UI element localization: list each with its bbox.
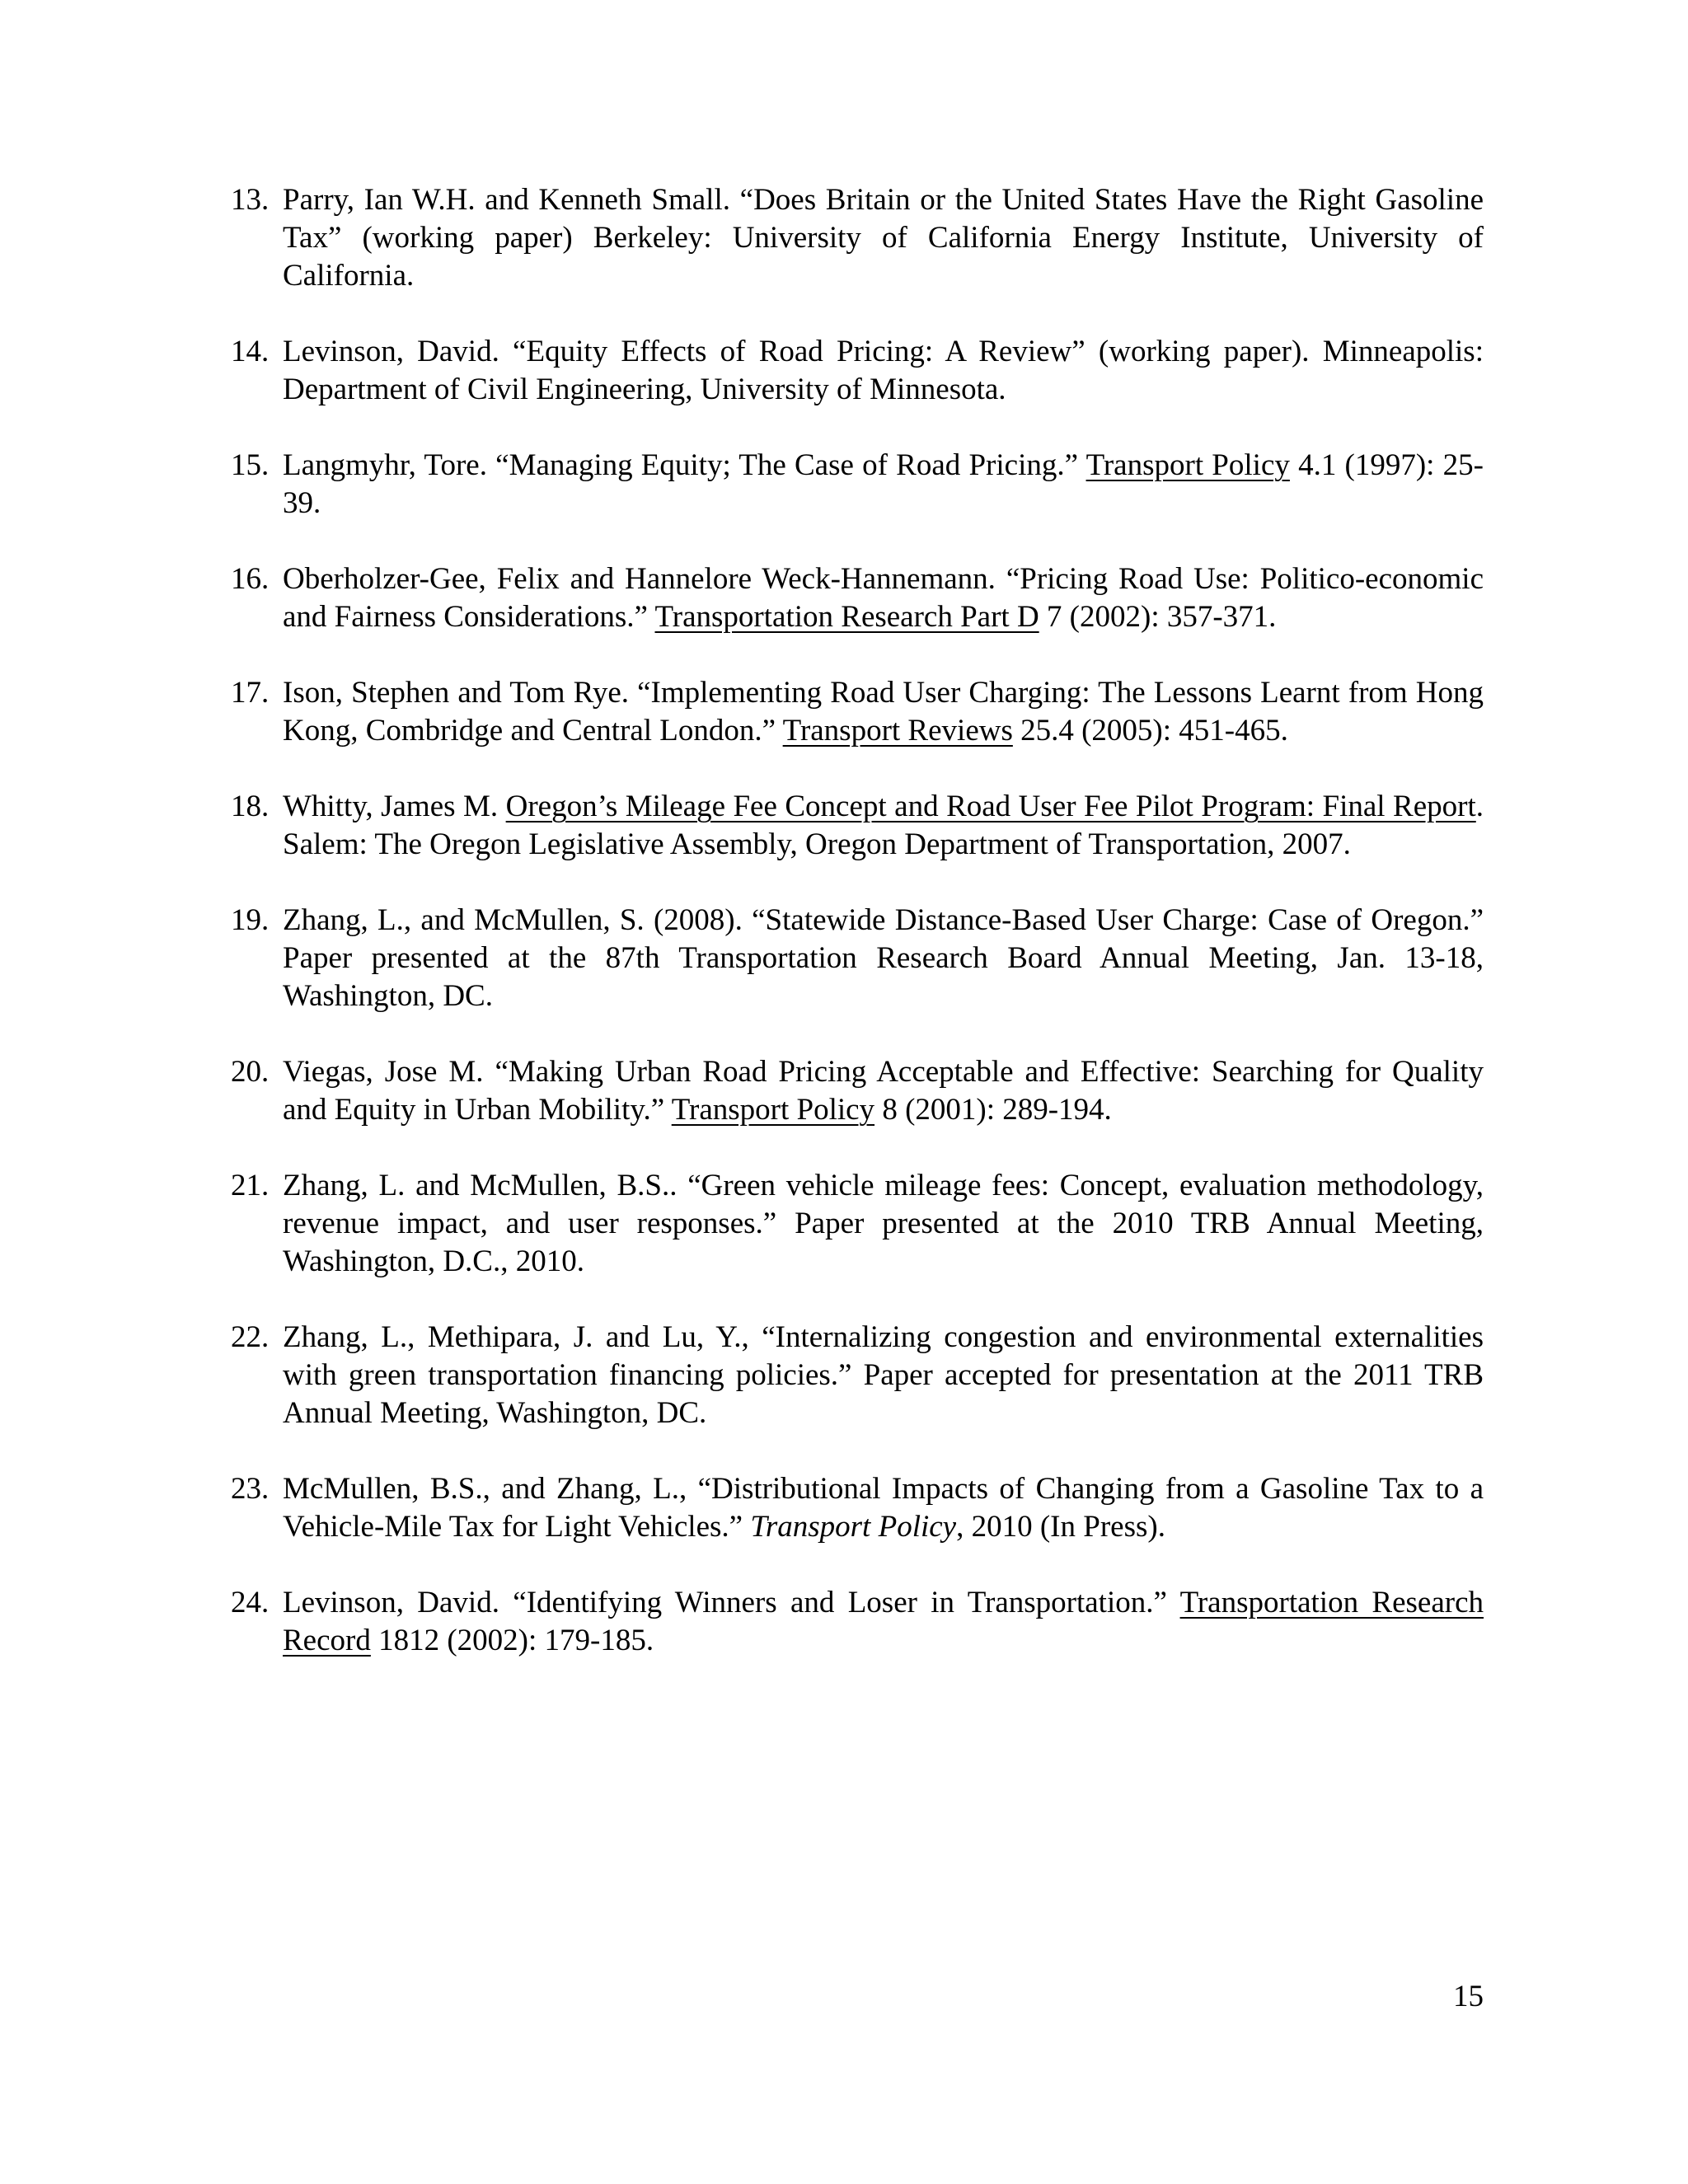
reference-text: McMullen, B.S., and Zhang, L., “Distributional Impacts of Changing from a Gasoline Tax to a Vehicle-Mile Tax for Light Vehicles.”	[283, 1472, 1484, 1544]
reference-number: 15.	[231, 448, 270, 482]
reference-item	[231, 1584, 1484, 1660]
reference-details: 7 (2002): 357-371.	[1039, 600, 1277, 634]
reference-number: 14.	[231, 335, 270, 368]
reference-text: Levinson, David. “Equity Effects of Road Pricing: A Review” (working paper). Minneapolis: Department of Civil Engineering, University of Minnesota.	[283, 335, 1484, 406]
reference-text: Oberholzer-Gee, Felix and Hannelore Weck-Hannemann. “Pricing Road Use: Politico-economic and Fairness Considerations.”	[283, 562, 1484, 634]
reference-text: Zhang, L., and McMullen, S. (2008). “Statewide Distance-Based User Charge: Case of Oregon.” Paper presented at the 87th Transportation Research Board Annual Meeting, Jan. 13-18, Washington, DC.	[283, 903, 1484, 1013]
reference-number: 13.	[231, 183, 270, 217]
reference-journal: Transportation Research Record	[283, 1586, 1484, 1657]
reference-report-title: Oregon’s Mileage Fee Concept and Road User Fee Pilot Program: Final Report	[505, 790, 1476, 823]
reference-text: Zhang, L., Methipara, J. and Lu, Y., “Internalizing congestion and environmental externalities with green transportation financing policies.” Paper accepted for presentation at the 2011 TRB Annual Meeting, Washington, DC.	[283, 1320, 1484, 1430]
reference-details: 1812 (2002): 179-185.	[370, 1624, 654, 1657]
page-number: 15	[1453, 1980, 1484, 2013]
reference-details: 25.4 (2005): 451-465.	[1012, 714, 1288, 748]
reference-number: 22.	[231, 1320, 270, 1354]
reference-text: Ison, Stephen and Tom Rye. “Implementing Road User Charging: The Lessons Learnt from Hong Kong, Combridge and Central London.”	[283, 676, 1484, 748]
reference-item	[231, 1470, 1484, 1546]
reference-details: . Salem: The Oregon Legislative Assembly, Oregon Department of Transportation, 2007.	[283, 790, 1484, 861]
reference-number: 18.	[231, 790, 270, 823]
reference-text: Whitty, James M.	[283, 790, 506, 823]
reference-text: Parry, Ian W.H. and Kenneth Small. “Does Britain or the United States Have the Right Gasoline Tax” (working paper) Berkeley: University of California Energy Institute, University of California.	[283, 183, 1484, 293]
reference-item	[231, 1319, 1484, 1432]
reference-number: 24.	[231, 1586, 270, 1619]
reference-item	[231, 902, 1484, 1015]
reference-details: 8 (2001): 289-194.	[874, 1093, 1112, 1127]
reference-item	[231, 181, 1484, 295]
reference-text: Langmyhr, Tore. “Managing Equity; The Case of Road Pricing.”	[283, 448, 1086, 482]
reference-number: 23.	[231, 1472, 270, 1506]
reference-number: 21.	[231, 1169, 270, 1202]
reference-item	[231, 1167, 1484, 1281]
reference-number: 20.	[231, 1055, 270, 1089]
reference-journal: Transportation Research Part D	[654, 600, 1039, 634]
reference-journal: Transport Policy	[750, 1510, 957, 1544]
reference-details: , 2010 (In Press).	[956, 1510, 1165, 1544]
reference-item	[231, 447, 1484, 523]
reference-item	[231, 674, 1484, 750]
reference-item	[231, 788, 1484, 864]
reference-number: 16.	[231, 562, 270, 596]
reference-text: Levinson, David. “Identifying Winners and Loser in Transportation.”	[283, 1586, 1180, 1619]
reference-item	[231, 560, 1484, 636]
reference-journal: Transport Policy	[1085, 448, 1290, 482]
reference-journal: Transport Reviews	[782, 714, 1013, 748]
reference-text: Zhang, L. and McMullen, B.S.. “Green vehicle mileage fees: Concept, evaluation methodology, revenue impact, and user responses.” Paper presented at the 2010 TRB Annual Meeting, Washington, D.C., 2010.	[283, 1169, 1484, 1278]
reference-item	[231, 1053, 1484, 1129]
reference-list	[231, 181, 1484, 1698]
reference-number: 19.	[231, 903, 270, 937]
reference-text: Viegas, Jose M. “Making Urban Road Pricing Acceptable and Effective: Searching for Quality and Equity in Urban Mobility.”	[283, 1055, 1484, 1127]
reference-details: 4.1 (1997): 25-39.	[283, 448, 1484, 520]
reference-journal: Transport Policy	[671, 1093, 875, 1127]
reference-number: 17.	[231, 676, 270, 710]
reference-item	[231, 333, 1484, 409]
